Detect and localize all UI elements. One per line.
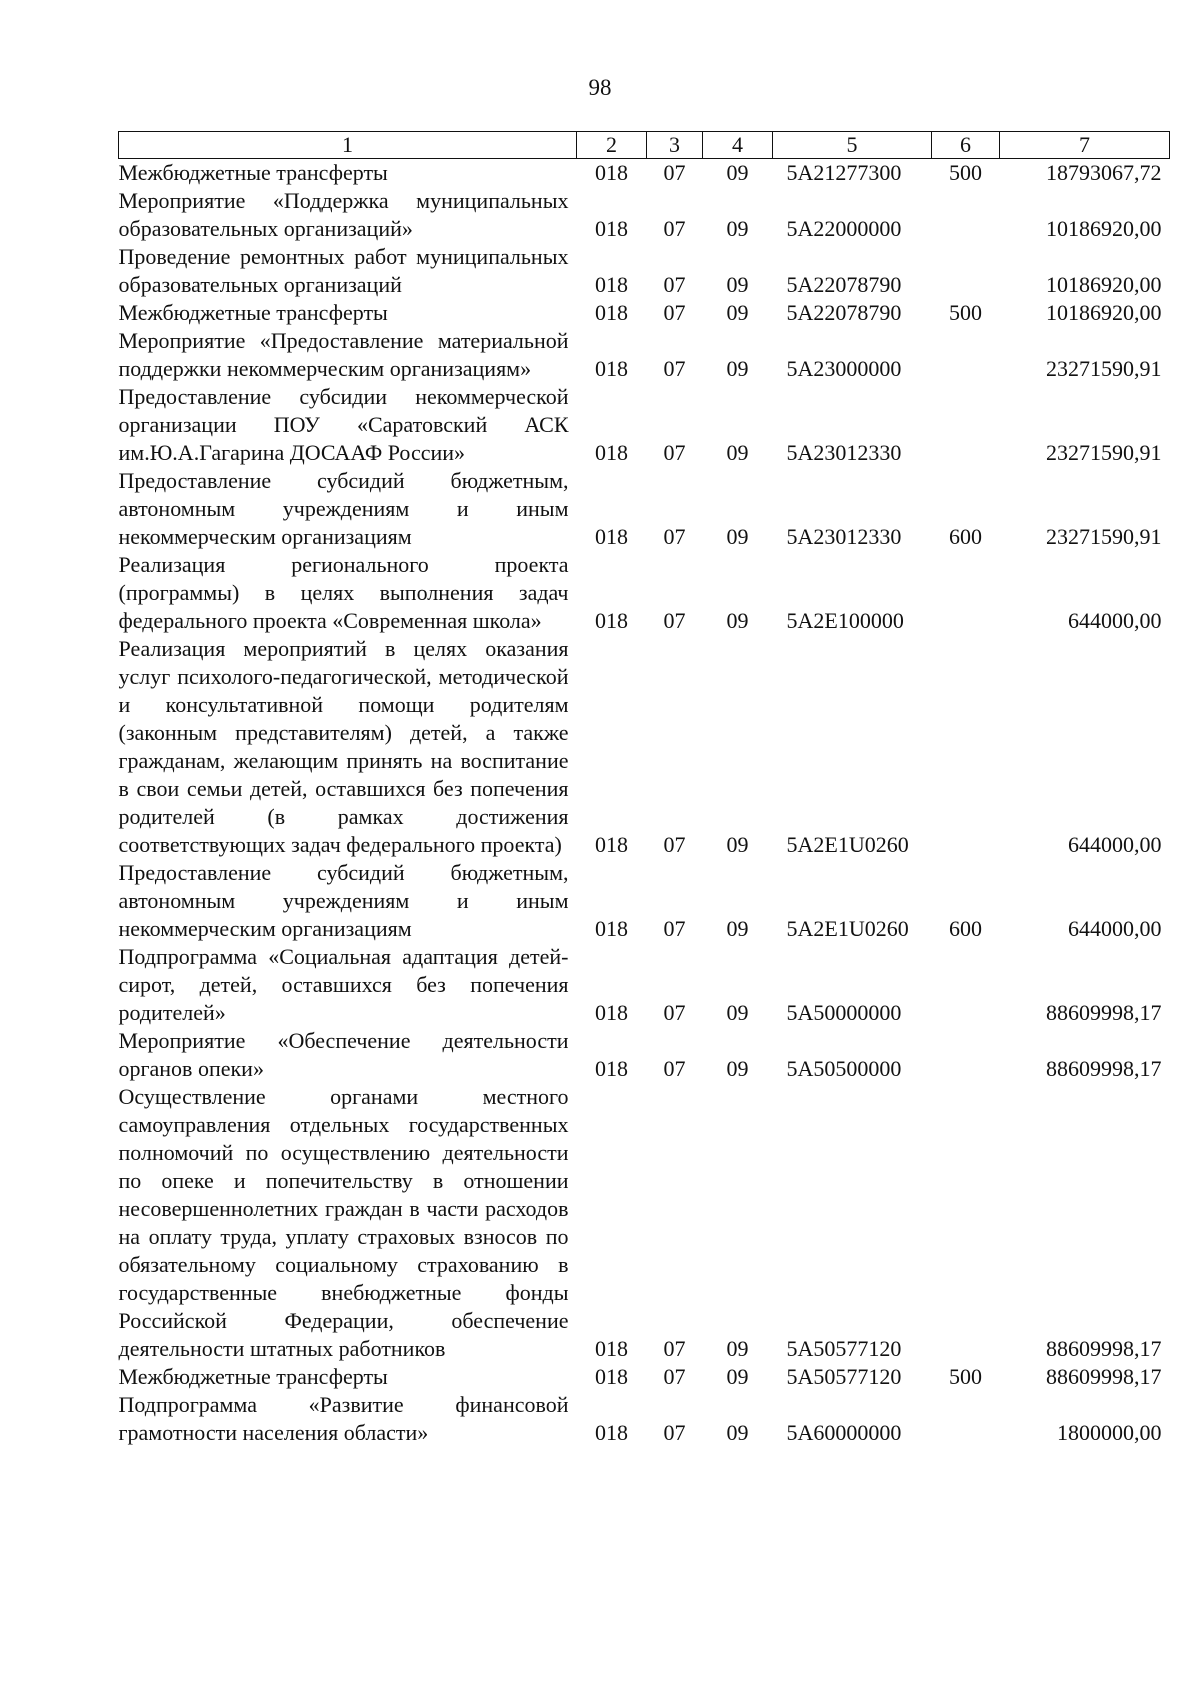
row-expense-type bbox=[932, 635, 1000, 859]
row-section-code: 07 bbox=[663, 916, 686, 941]
row-ved-code: 018 bbox=[595, 1336, 628, 1361]
row-section-code: 07 bbox=[663, 356, 686, 381]
row-ved-code: 018 bbox=[595, 440, 628, 465]
row-ved-code: 018 bbox=[595, 524, 628, 549]
row-ved-code: 018 bbox=[595, 832, 628, 857]
row-subsection-code: 09 bbox=[726, 1364, 749, 1389]
row-subsection-code: 09 bbox=[726, 160, 749, 185]
row-name: Предоставление субсидии некоммерческой организации ПОУ «Саратовский АСК им.Ю.А.Гагарина ДОСААФ России» bbox=[118, 384, 569, 465]
row-target-article: 5А21277300 bbox=[786, 160, 902, 185]
table-row bbox=[119, 383, 1170, 467]
column-header: 7 bbox=[1000, 132, 1170, 159]
row-amount: 644000,00 bbox=[1068, 916, 1162, 941]
row-name: Межбюджетные трансферты bbox=[118, 300, 388, 325]
row-amount: 18793067,72 bbox=[1046, 160, 1162, 185]
row-name: Предоставление субсидий бюджетным, автономным учреждениям и иным некоммерческим организациям bbox=[118, 860, 569, 941]
row-subsection-code: 09 bbox=[726, 272, 749, 297]
row-amount: 23271590,91 bbox=[1046, 356, 1162, 381]
header-row bbox=[119, 132, 1170, 159]
row-ved-code: 018 bbox=[595, 272, 628, 297]
table-row bbox=[119, 551, 1170, 635]
row-ved-code: 018 bbox=[595, 1364, 628, 1389]
row-name: Подпрограмма «Социальная адаптация детей-сирот, детей, оставшихся без попечения родителей» bbox=[118, 944, 569, 1025]
row-expense-type: 600 bbox=[949, 524, 982, 549]
row-amount: 23271590,91 bbox=[1046, 524, 1162, 549]
row-name: Мероприятие «Поддержка муниципальных образовательных организаций» bbox=[118, 188, 569, 241]
table-row bbox=[119, 187, 1170, 243]
row-target-article: 5А50500000 bbox=[786, 1056, 902, 1081]
row-ved-code: 018 bbox=[595, 160, 628, 185]
row-expense-type bbox=[932, 551, 1000, 635]
column-header: 5 bbox=[773, 132, 932, 159]
row-expense-type: 600 bbox=[949, 916, 982, 941]
column-header: 6 bbox=[932, 132, 1000, 159]
column-header: 3 bbox=[647, 132, 703, 159]
row-target-article: 5А2Е1U0260 bbox=[786, 832, 909, 857]
page-number: 98 bbox=[588, 75, 612, 100]
row-section-code: 07 bbox=[663, 1056, 686, 1081]
row-amount: 88609998,17 bbox=[1046, 1364, 1162, 1389]
row-ved-code: 018 bbox=[595, 1000, 628, 1025]
row-target-article: 5А2Е1U0260 bbox=[786, 916, 909, 941]
row-name: Проведение ремонтных работ муниципальных образовательных организаций bbox=[118, 244, 569, 297]
table-row bbox=[119, 299, 1170, 327]
row-expense-type: 500 bbox=[949, 300, 982, 325]
row-expense-type bbox=[932, 1083, 1000, 1363]
row-subsection-code: 09 bbox=[726, 916, 749, 941]
row-section-code: 07 bbox=[663, 524, 686, 549]
row-subsection-code: 09 bbox=[726, 356, 749, 381]
row-amount: 88609998,17 bbox=[1046, 1056, 1162, 1081]
row-expense-type: 500 bbox=[949, 160, 982, 185]
row-target-article: 5А50577120 bbox=[786, 1336, 902, 1361]
row-target-article: 5А22000000 bbox=[786, 216, 902, 241]
row-section-code: 07 bbox=[663, 1000, 686, 1025]
row-target-article: 5А50577120 bbox=[786, 1364, 902, 1389]
row-subsection-code: 09 bbox=[726, 1000, 749, 1025]
column-header: 4 bbox=[703, 132, 773, 159]
table-row bbox=[119, 859, 1170, 943]
row-target-article: 5А2Е100000 bbox=[786, 608, 904, 633]
table-row bbox=[119, 467, 1170, 551]
row-ved-code: 018 bbox=[595, 916, 628, 941]
row-section-code: 07 bbox=[663, 832, 686, 857]
row-ved-code: 018 bbox=[595, 216, 628, 241]
row-expense-type bbox=[932, 1027, 1000, 1083]
row-ved-code: 018 bbox=[595, 608, 628, 633]
row-target-article: 5А60000000 bbox=[786, 1420, 902, 1445]
row-subsection-code: 09 bbox=[726, 1056, 749, 1081]
row-name: Мероприятие «Обеспечение деятельности органов опеки» bbox=[118, 1028, 569, 1081]
row-expense-type bbox=[932, 1391, 1000, 1447]
row-subsection-code: 09 bbox=[726, 1420, 749, 1445]
row-amount: 88609998,17 bbox=[1046, 1000, 1162, 1025]
row-name: Реализация мероприятий в целях оказания услуг психолого-педагогической, методической и консультативной помощи родителям (законным представителям) детей, а также гражданам, желающим принять на воспитание в свои семьи детей, оставшихся без попечения родителей (в рамках достижения соответствующих задач федерального проекта) bbox=[118, 636, 569, 857]
column-header: 2 bbox=[577, 132, 647, 159]
row-name: Подпрограмма «Развитие финансовой грамотности населения области» bbox=[118, 1392, 569, 1445]
row-subsection-code: 09 bbox=[726, 608, 749, 633]
table-row bbox=[119, 1363, 1170, 1391]
row-target-article: 5А50000000 bbox=[786, 1000, 902, 1025]
row-amount: 1800000,00 bbox=[1057, 1420, 1162, 1445]
row-ved-code: 018 bbox=[595, 300, 628, 325]
row-name: Осуществление органами местного самоуправления отдельных государственных полномочий по осуществлению деятельности по опеке и попечительству в отношении несовершеннолетних граждан в части расходов на оплату труда, уплату страховых взносов по обязательному социальному страхованию в государственные внебюджетные фонды Российской Федерации, обеспечение деятельности штатных работников bbox=[118, 1084, 569, 1361]
row-expense-type bbox=[932, 243, 1000, 299]
table-row bbox=[119, 159, 1170, 188]
row-expense-type bbox=[932, 187, 1000, 243]
row-ved-code: 018 bbox=[595, 1056, 628, 1081]
row-expense-type: 500 bbox=[949, 1364, 982, 1389]
table-row bbox=[119, 327, 1170, 383]
row-amount: 10186920,00 bbox=[1046, 216, 1162, 241]
row-amount: 88609998,17 bbox=[1046, 1336, 1162, 1361]
row-target-article: 5А23012330 bbox=[786, 440, 902, 465]
row-section-code: 07 bbox=[663, 440, 686, 465]
row-amount: 644000,00 bbox=[1068, 832, 1162, 857]
row-section-code: 07 bbox=[663, 608, 686, 633]
row-section-code: 07 bbox=[663, 300, 686, 325]
row-name: Реализация регионального проекта (программы) в целях выполнения задач федерального проекта «Современная школа» bbox=[118, 552, 569, 633]
table-row bbox=[119, 1391, 1170, 1447]
row-subsection-code: 09 bbox=[726, 1336, 749, 1361]
row-section-code: 07 bbox=[663, 1420, 686, 1445]
column-header: 1 bbox=[119, 132, 577, 159]
row-expense-type bbox=[932, 943, 1000, 1027]
row-subsection-code: 09 bbox=[726, 524, 749, 549]
row-subsection-code: 09 bbox=[726, 440, 749, 465]
row-subsection-code: 09 bbox=[726, 832, 749, 857]
row-amount: 23271590,91 bbox=[1046, 440, 1162, 465]
row-amount: 10186920,00 bbox=[1046, 300, 1162, 325]
row-name: Предоставление субсидий бюджетным, автономным учреждениям и иным некоммерческим организациям bbox=[118, 468, 569, 549]
row-expense-type bbox=[932, 327, 1000, 383]
row-section-code: 07 bbox=[663, 272, 686, 297]
row-section-code: 07 bbox=[663, 1364, 686, 1389]
row-amount: 10186920,00 bbox=[1046, 272, 1162, 297]
row-expense-type bbox=[932, 383, 1000, 467]
budget-table bbox=[118, 131, 1170, 1447]
row-target-article: 5А22078790 bbox=[786, 300, 902, 325]
row-section-code: 07 bbox=[663, 216, 686, 241]
row-subsection-code: 09 bbox=[726, 300, 749, 325]
row-section-code: 07 bbox=[663, 1336, 686, 1361]
table-row bbox=[119, 1027, 1170, 1083]
table-row bbox=[119, 943, 1170, 1027]
row-target-article: 5А22078790 bbox=[786, 272, 902, 297]
table-row bbox=[119, 243, 1170, 299]
table-row bbox=[119, 1083, 1170, 1363]
row-name: Межбюджетные трансферты bbox=[118, 160, 388, 185]
row-subsection-code: 09 bbox=[726, 216, 749, 241]
row-amount: 644000,00 bbox=[1068, 608, 1162, 633]
row-target-article: 5А23000000 bbox=[786, 356, 902, 381]
row-section-code: 07 bbox=[663, 160, 686, 185]
row-name: Межбюджетные трансферты bbox=[118, 1364, 388, 1389]
row-name: Мероприятие «Предоставление материальной поддержки некоммерческим организациям» bbox=[118, 328, 569, 381]
table-row bbox=[119, 635, 1170, 859]
row-ved-code: 018 bbox=[595, 1420, 628, 1445]
row-ved-code: 018 bbox=[595, 356, 628, 381]
row-target-article: 5А23012330 bbox=[786, 524, 902, 549]
table-body bbox=[119, 159, 1170, 1448]
